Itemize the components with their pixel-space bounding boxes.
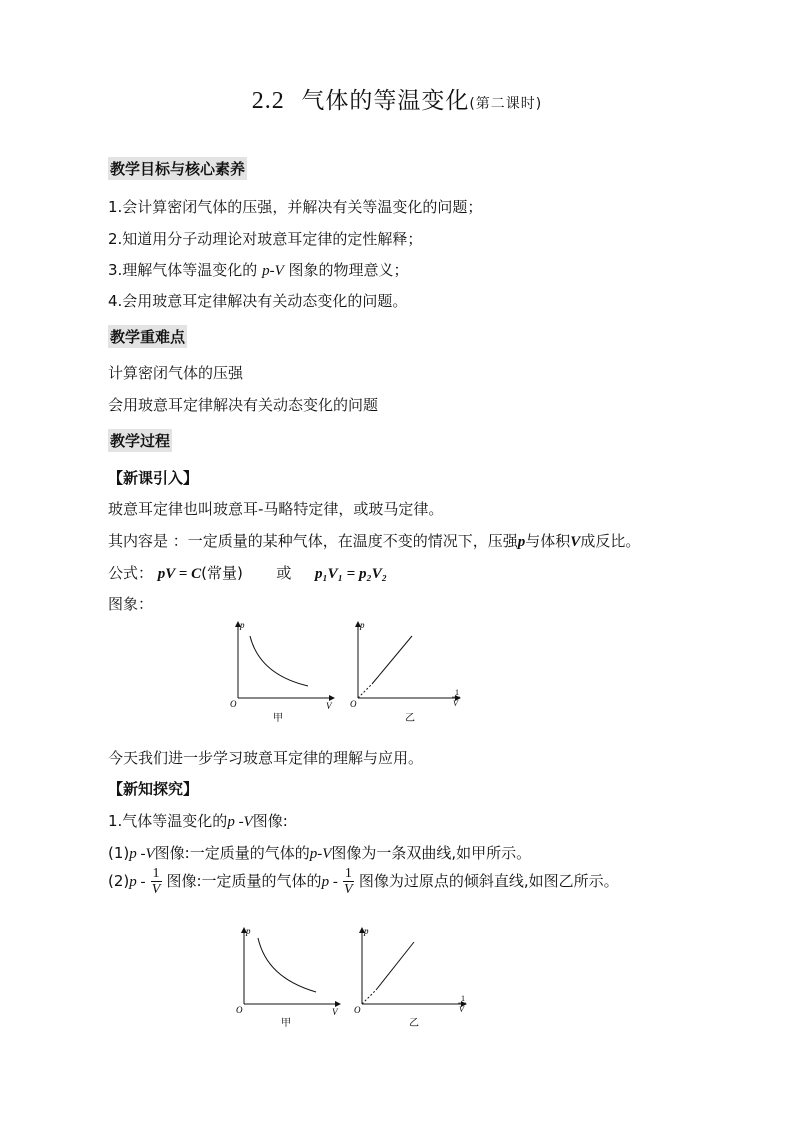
explore-line-1-math: p -V [227, 814, 253, 830]
keypoint-item-2: 会用玻意耳定律解决有关动态变化的问题 [108, 396, 379, 414]
title-number: 2.2 [251, 88, 285, 114]
graph-b-straight-line [372, 636, 412, 684]
graph-c-hyperbola-curve [258, 938, 316, 992]
explore-line-3-frac-2 [343, 866, 354, 897]
intro-line-2-c: 成反比。 [580, 532, 641, 550]
intro-line-2-p: p [517, 534, 526, 550]
formula-line [108, 562, 387, 583]
explore-line-1-b: 图像: [252, 812, 288, 830]
intro-line-2 [108, 530, 640, 551]
graph-c-origin: O [236, 1005, 243, 1015]
graph-c-v-label: V [332, 1007, 338, 1017]
intro-heading: 【新课引入】 [108, 469, 199, 487]
explore-line-2-math: p -V [129, 846, 155, 862]
page-title [0, 82, 794, 115]
formula-1: pV = C [157, 566, 202, 582]
objective-item-3-math: p-V [262, 263, 284, 279]
explore-line-2-b: 图像:一定质量的气体的 [154, 844, 310, 862]
explore-line-3-frac [151, 866, 162, 897]
title-sub: (第二课时) [469, 96, 543, 112]
explore-line-1 [108, 810, 288, 831]
graph-d-dashed-extension [362, 990, 376, 1004]
intro-line-2-a: 其内容是 ：一定质量的某种气体，在温度不变的情况下，压强 [108, 532, 518, 550]
intro-line-1: 玻意耳定律也叫玻意耳-马略特定律，或玻马定律。 [108, 500, 444, 518]
frac-den-2: V [344, 882, 353, 897]
graph-a-v-label: V [326, 701, 332, 711]
graph-b-p-label: p [360, 620, 365, 630]
objective-item-1: 1.会计算密闭气体的压强，并解决有关等温变化的问题； [108, 198, 483, 216]
formula-label: 公式： [108, 564, 154, 582]
graph-a-origin: O [230, 699, 237, 709]
objectives-heading: 教学目标与核心素养 [108, 157, 247, 180]
process-heading: 教学过程 [108, 429, 172, 452]
objective-item-2: 2.知道用分子动理论对玻意耳定律的定性解释； [108, 230, 423, 248]
graph-c-caption: 甲 [281, 1018, 291, 1029]
explore-heading: 【新知探究】 [108, 780, 199, 798]
explore-line-2 [108, 842, 531, 863]
graph-d-p-label: p [364, 926, 369, 936]
formula-2: p₁V₁ = p₂V₂ [314, 566, 387, 582]
graph-label: 图象： [108, 595, 154, 613]
graph-c-p-label: p [246, 926, 251, 936]
graph-d-inv-num: 1 [461, 994, 465, 1003]
explore-line-2-math2: p-V [309, 846, 332, 862]
explore-line-3-math: p - [129, 874, 146, 890]
graph-b-caption: 乙 [405, 713, 415, 724]
objective-item-4: 4.会用玻意耳定律解决有关动态变化的问题。 [108, 292, 408, 310]
explore-line-3-math2: p - [321, 874, 338, 890]
graph-d-caption: 乙 [409, 1018, 419, 1029]
graph-d-straight-line [376, 942, 414, 990]
graph-d-origin: O [354, 1005, 361, 1015]
graph-a-hyperbola-curve [250, 636, 308, 686]
formula-1-note: (常量) [201, 564, 243, 582]
graph-d-inv-den: V [459, 1005, 464, 1014]
graph-b-origin: O [350, 699, 357, 709]
figure-pair-1 [222, 616, 472, 728]
objective-item-3-tail: 图象的物理意义； [288, 261, 409, 279]
graph-b-inv-num: 1 [455, 688, 459, 697]
frac-num: 1 [152, 866, 160, 881]
explore-line-1-a: 1.气体等温变化的 [108, 812, 228, 830]
formula-or: 或 [276, 564, 292, 582]
graph-a-p-label: p [240, 620, 245, 630]
graph-a-caption: 甲 [273, 713, 283, 724]
title-main: 气体的等温变化 [301, 88, 470, 114]
explore-line-3 [108, 866, 619, 897]
intro-line-2-v: V [570, 534, 581, 550]
explore-line-2-a: (1) [108, 844, 130, 862]
objective-item-3-text: 3.理解气体等温变化的 [108, 261, 258, 279]
frac-num-2: 1 [344, 866, 352, 881]
objective-item-3 [108, 259, 409, 280]
graph-b-dashed-extension [358, 684, 372, 698]
keypoints-heading: 教学重难点 [108, 325, 187, 348]
explore-line-3-a: (2) [108, 872, 130, 890]
explore-line-2-c: 图像为一条双曲线,如甲所示。 [331, 844, 532, 862]
figure-pair-2 [228, 922, 478, 1034]
explore-line-3-c: 图像为过原点的倾斜直线,如图乙所示。 [358, 872, 619, 890]
explore-line-3-b: 图像:一定质量的气体的 [166, 872, 322, 890]
graph-b-inv-den: V [453, 699, 458, 708]
intro-closing: 今天我们进一步学习玻意耳定律的理解与应用。 [108, 749, 424, 767]
intro-line-2-b: 与体积 [525, 532, 571, 550]
keypoint-item-1: 计算密闭气体的压强 [108, 364, 244, 382]
frac-den: V [151, 882, 161, 897]
